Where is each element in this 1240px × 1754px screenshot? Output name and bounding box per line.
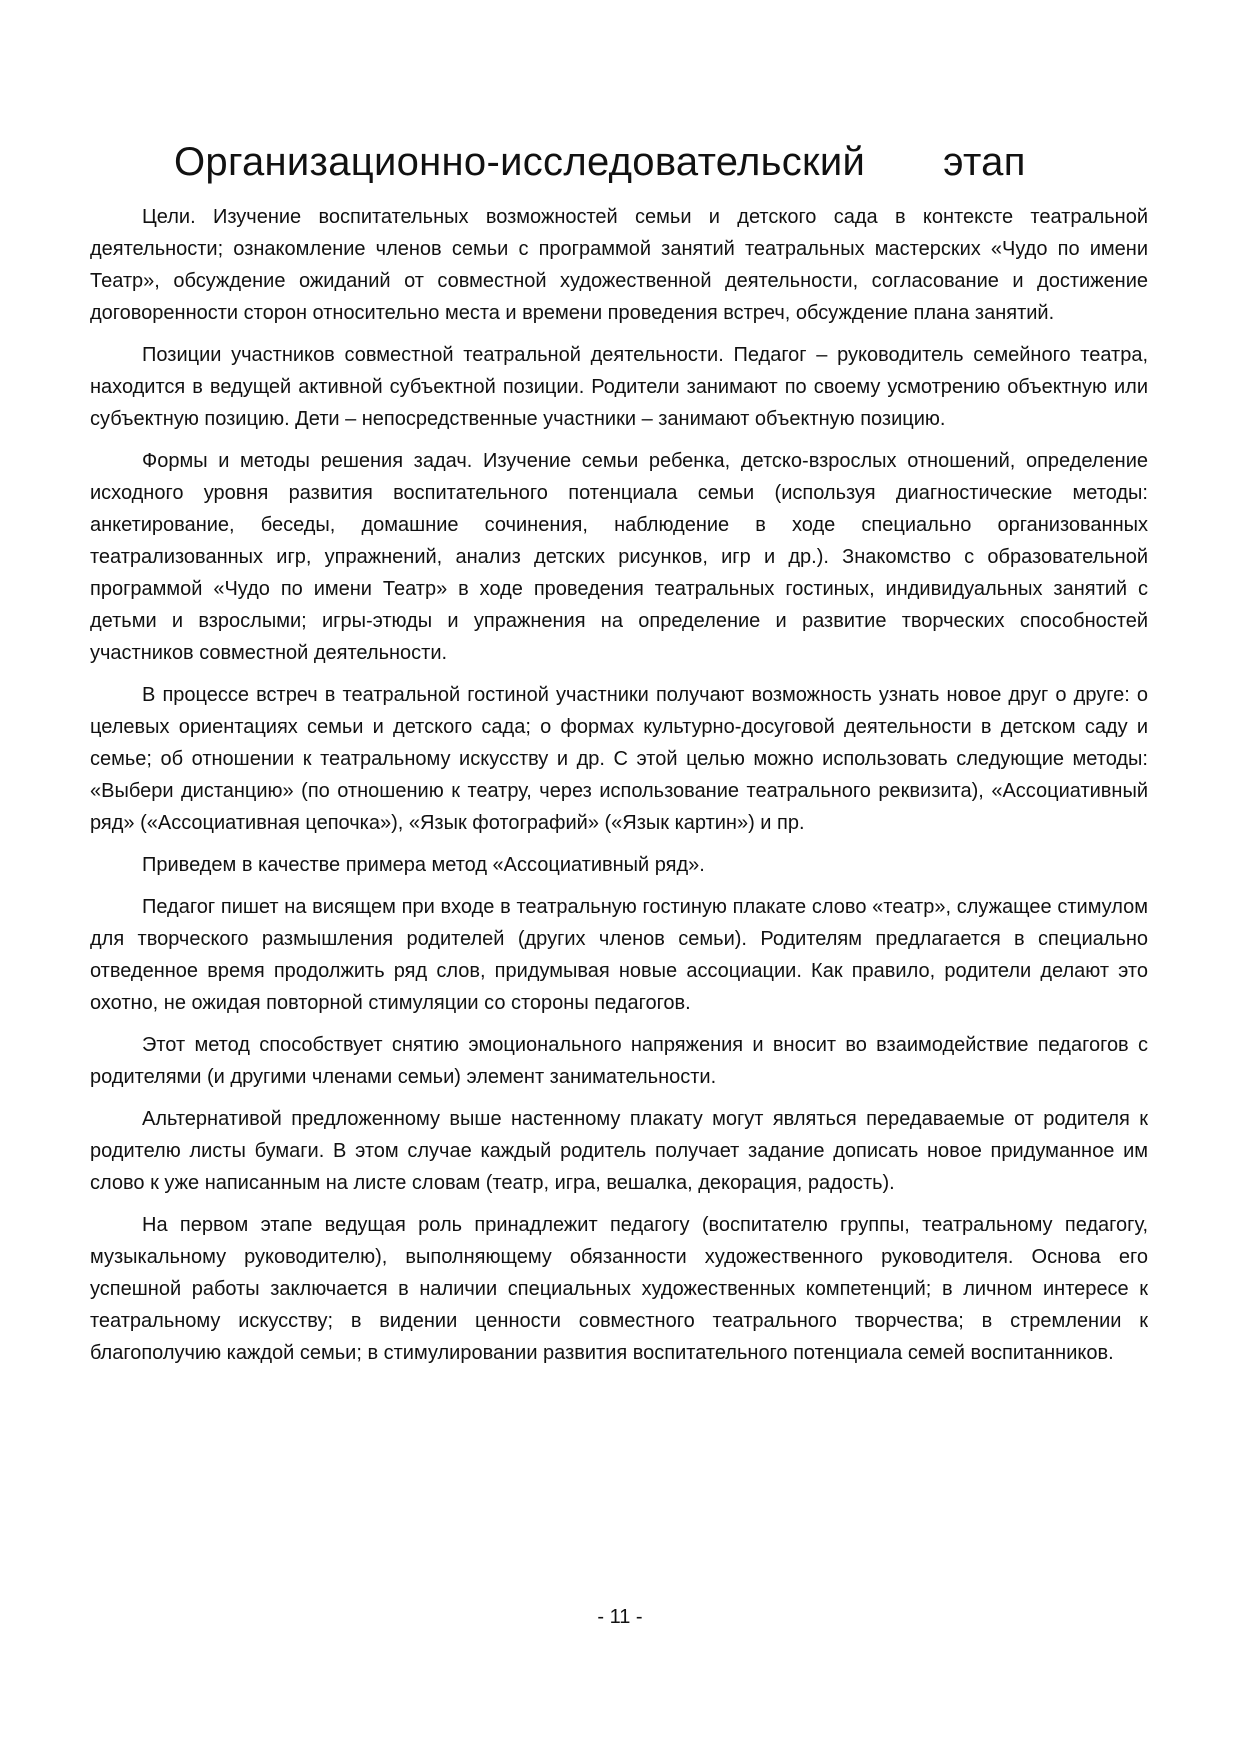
page-number: - 11 - — [597, 1606, 643, 1628]
paragraph-alternative: Альтернативой предложенному выше настенному плакату могут являться передаваемые от родителя к родителю листы бумаги. В этом случае каждый родитель получает задание дописать новое придуманное им слово к уже написанным на листе словам (театр, игра, вешалка, декорация, радость). — [90, 1108, 1148, 1194]
paragraph-positions: Позиции участников совместной театральной деятельности. Педагог – руководитель семейного театра, находится в ведущей активной субъектной позиции. Родители занимают по своему усмотрению объектную или субъектную позицию. Дети – непосредственные участники – занимают объектную позицию. — [90, 344, 1148, 430]
page-title — [90, 140, 1148, 185]
paragraph-forms-methods: Формы и методы решения задач. Изучение семьи ребенка, детско-взрослых отношений, определение исходного уровня развития воспитательного потенциала семьи (используя диагностические методы: анкетирование, беседы, домашние сочинения, наблюдение в ходе специально организованных театрализованных игр, упражнений, анализ детских рисунков, игр и др.). Знакомство с образовательной программой «Чудо по имени Театр» в ходе проведения театральных гостиных, индивидуальных занятий с детьми и взрослыми; игры-этюды и упражнения на определение и развитие творческих способностей участников совместной деятельности. — [90, 450, 1148, 664]
document-page — [90, 140, 1148, 1379]
paragraph-first-stage: На первом этапе ведущая роль принадлежит педагогу (воспитателю группы, театральному педагогу, музыкальному руководителю), выполняющему обязанности художественного руководителя. Основа его успешной работы заключается в наличии специальных художественных компетенций; в личном интересе к театральному искусству; в видении ценности совместного театрального творчества; в стремлении к благополучию каждой семьи; в стимулировании развития воспитательного потенциала семей воспитанников. — [90, 1214, 1148, 1364]
paragraph-goals: Цели. Изучение воспитательных возможностей семьи и детского сада в контексте театральной деятельности; ознакомление членов семьи с программой занятий театральных мастерских «Чудо по имени Театр», обсуждение ожиданий от совместной художественной деятельности, согласование и достижение договоренности сторон относительно места и времени проведения встреч, обсуждение плана занятий. — [90, 206, 1148, 324]
paragraph-meetings: В процессе встреч в театральной гостиной участники получают возможность узнать новое друг о друге: о целевых ориентациях семьи и детского сада; о формах культурно-досуговой деятельности в детском саду и семье; об отношении к театральному искусству и др. С этой целью можно использовать следующие методы: «Выбери дистанцию» (по отношению к театру, через использование театрального реквизита), «Ассоциативный ряд» («Ассоциативная цепочка»), «Язык фотографий» («Язык картин») и пр. — [90, 684, 1148, 834]
paragraph-teacher-poster: Педагог пишет на висящем при входе в театральную гостиную плакате слово «театр», служащее стимулом для творческого размышления родителей (других членов семьи). Родителям предлагается в специально отведенное время продолжить ряд слов, придумывая новые ассоциации. Как правило, родители делают это охотно, не ожидая повторной стимуляции со стороны педагогов. — [90, 896, 1148, 1014]
title-part-1: Организационно-исследовательский — [174, 140, 866, 184]
paragraph-example-intro: Приведем в качестве примера метод «Ассоциативный ряд». — [142, 854, 705, 876]
paragraph-method-effect: Этот метод способствует снятию эмоционального напряжения и вносит во взаимодействие педагогов с родителями (и другими членами семьи) элемент занимательности. — [90, 1034, 1148, 1088]
title-part-2: этап — [943, 140, 1026, 184]
